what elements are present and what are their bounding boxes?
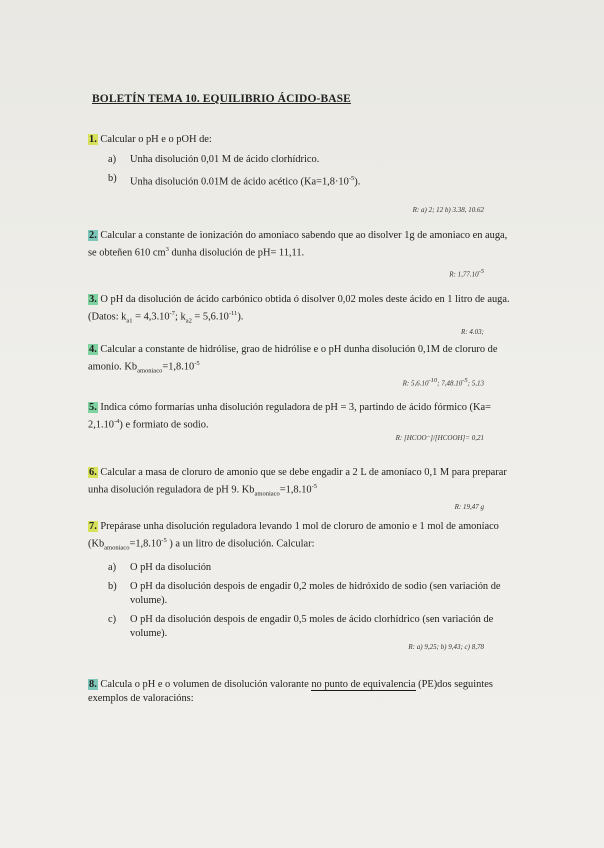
question-number: 1. [89,134,97,145]
question-number: 7. [89,521,97,532]
question-8: 8. Calcula o pH e o volumen de disolución valorante no punto de equivalencia (PE)dos seguintes exemplos de valoracións: [88,679,493,704]
question-number: 6. [89,467,97,478]
question-number: 3. [89,294,97,305]
question-number: 2. [89,230,97,241]
answer-5: R: [HCOO⁻]/[HCOOH]= 0,21 [395,434,484,442]
question-5: 5. Indica cómo formarías unha disolución reguladora de pH = 3, partindo de ácido fórmico $(Ka= 2,1.10^{-4})$ e formiato de sodio. [88,402,491,430]
question-text: Calcular o pH e o pOH de: [100,134,212,145]
question-3: 3. O pH da disolución de ácido carbónico obtida ó disolver 0,02 moles deste ácido en 1 litro de auga. (Datos: $k_{a1} = 4,3.10^{-7}$; $k_{a2} = 5,6.10^{-11}$). [88,294,510,325]
subquestion-a: a) Unha disolución 0,01 M de ácido clorhídrico. [108,153,320,165]
answer-6: R: 19,47 g [454,503,484,511]
question-number: 5. [89,402,97,413]
question-7-stem: 7. Prepárase unha disolución reguladora levando 1 mol de cloruro de amonio e 1 mol de amoníaco ($Kb_{amoniaco}=1,8.10^{-5}$ ) a un litro de disolución. Calcular: [88,521,499,552]
question-1-stem [88,133,516,147]
question-number: 4. [89,344,97,355]
handwritten-underline: no punto de equivalencia [311,679,416,690]
answer-7: R: a) 9,25; b) 9,43; c) 8,78 [408,643,484,651]
question-number: 8. [89,679,97,690]
subquestion-a: a) O pH da disolución [108,561,212,573]
answer-1: R: a) 2; 12 b) 3.38, 10.62 [412,206,484,214]
subquestion-b: b) O pH da disolución despois de engadir 0,2 moles de hidróxido de sodio (sen variación de volume). [108,581,501,606]
subquestion-c: c) O pH da disolución despois de engadir 0,5 moles de ácido clorhídrico (sen variación de volume). [108,614,494,639]
question-6: 6. Calcular a masa de cloruro de amonio que se debe engadir a 2 L de amoníaco 0,1 M para preparar unha disolución reguladora de pH 9. $Kb_{amoniaco}=1,8.10^{-5}$ [88,467,507,498]
answer-3: R: 4.03; [461,328,484,336]
answer-2: R: $1,77.10^{-5}$ [449,268,484,279]
question-7 [88,520,516,640]
question-4: 4. Calcular a constante de hidrólise, grao de hidrólise e o pH dunha disolución 0,1M de cloruro de amonio. $Kb_{amoniaco}=1,8.10^{-5}$ [88,344,498,375]
question-2: 2. Calcular a constante de ionización do amoniaco sabendo que ao disolver 1g de amoniaco en auga, se obteñen 610 $cm^3$ dunha disolución de pH= 11,11. [88,230,508,258]
page-title: BOLETÍN TEMA 10. EQUILIBRIO ÁCIDO-BASE [92,93,351,105]
answer-4: R: $5,6.10^{-10}$; $7,48.10^{-5}$; 5,13 [402,377,484,388]
subquestion-b: b) Unha disolución 0.01M de ácido acético $(Ka=1,8\cdot 10^{-5})$. [108,173,361,188]
question-1 [88,133,516,189]
